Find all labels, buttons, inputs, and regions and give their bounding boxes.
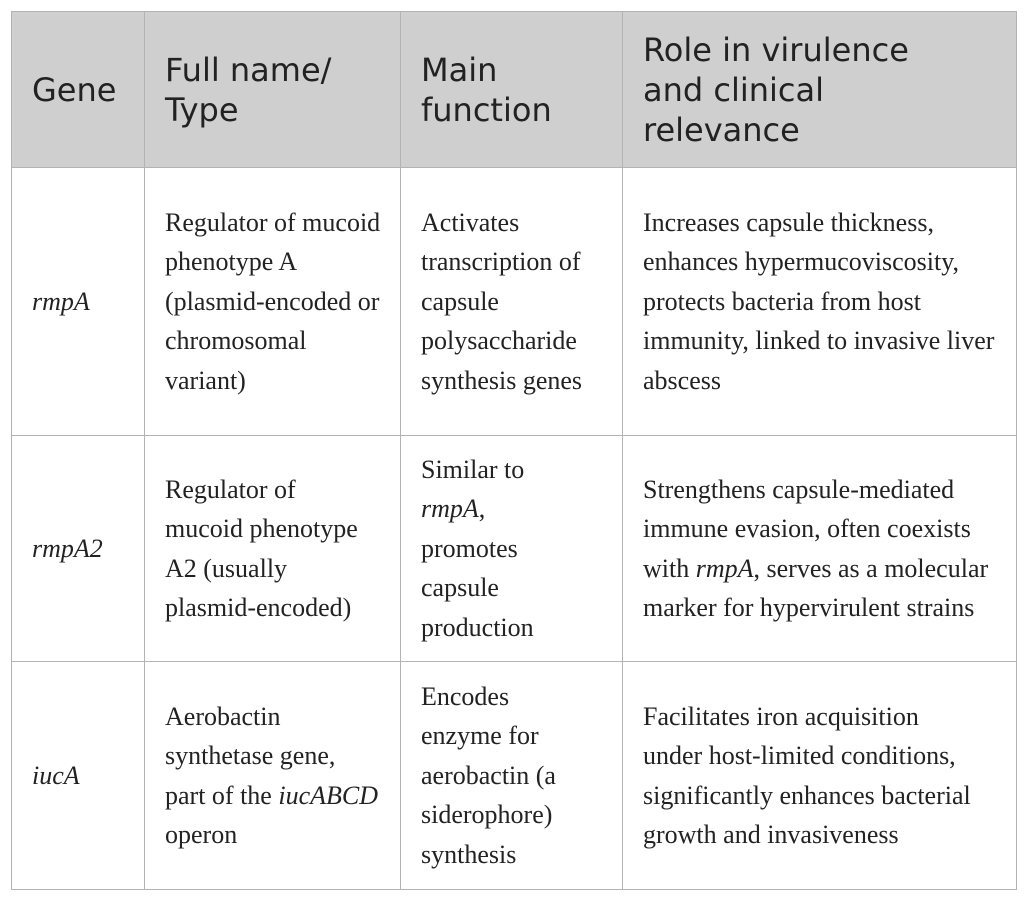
- full-name-text: Regulator of mucoid phenotype A2 (usually plasmid-encoded): [165, 474, 358, 622]
- function-text-part2: , promotes capsule production: [421, 494, 534, 642]
- role-text-part1: Strengthens capsule-mediated immune evasion, often coexists with: [643, 474, 971, 583]
- gene-cell: rmpA: [12, 168, 145, 436]
- header-role: [623, 12, 1017, 168]
- role-text-italic: rmpA: [695, 553, 754, 583]
- header-role-text: Role in virulence and clinical relevance: [643, 30, 909, 149]
- function-cell: [401, 436, 623, 662]
- full-name-text: Regulator of mucoid phenotype A (plasmid-encoded or chromosomal variant): [165, 207, 381, 395]
- full-name-cell: [145, 436, 401, 662]
- header-row: [12, 12, 1017, 168]
- header-main-function-text: Main function: [421, 50, 552, 129]
- function-text-italic: rmpA: [421, 494, 479, 524]
- function-cell: [401, 168, 623, 436]
- function-cell: [401, 662, 623, 890]
- function-text: [421, 450, 581, 648]
- role-text: Facilitates iron acquisition under host-limited conditions, significantly enhances bacterial growth and invasiveness: [643, 701, 971, 849]
- gene-table-container: [11, 11, 1017, 890]
- full-name-text-part1: Aerobactin synthetase gene, part of the: [165, 701, 336, 810]
- function-text-part1: Similar to: [421, 454, 525, 484]
- role-cell: [623, 436, 1017, 662]
- gene-cell: rmpA2: [12, 436, 145, 662]
- role-text-part2: , serves as a molecular marker for hypervirulent strains: [643, 553, 989, 622]
- full-name-cell: [145, 168, 401, 436]
- header-full-name-text: Full name/ Type: [165, 50, 332, 129]
- full-name-text-italic: iucABCD: [278, 780, 378, 810]
- table-row: [12, 662, 1017, 890]
- full-name-cell: [145, 662, 401, 890]
- header-main-function: [401, 12, 623, 168]
- function-text: Activates transcription of capsule polysaccharide synthesis genes: [421, 207, 583, 395]
- function-text: Encodes enzyme for aerobactin (a siderophore) synthesis: [421, 681, 556, 869]
- role-cell: Increases capsule thickness, enhances hypermucoviscosity, protects bacteria from host immunity, linked to invasive liver abscess: [623, 168, 1017, 436]
- header-gene: Gene: [12, 12, 145, 168]
- gene-table: [11, 11, 1017, 890]
- table-row: [12, 436, 1017, 662]
- role-cell: [623, 662, 1017, 890]
- header-full-name: [145, 12, 401, 168]
- table-row: [12, 168, 1017, 436]
- full-name-text-part2: operon: [165, 820, 238, 849]
- full-name-text: [165, 697, 380, 855]
- gene-cell: iucA: [12, 662, 145, 890]
